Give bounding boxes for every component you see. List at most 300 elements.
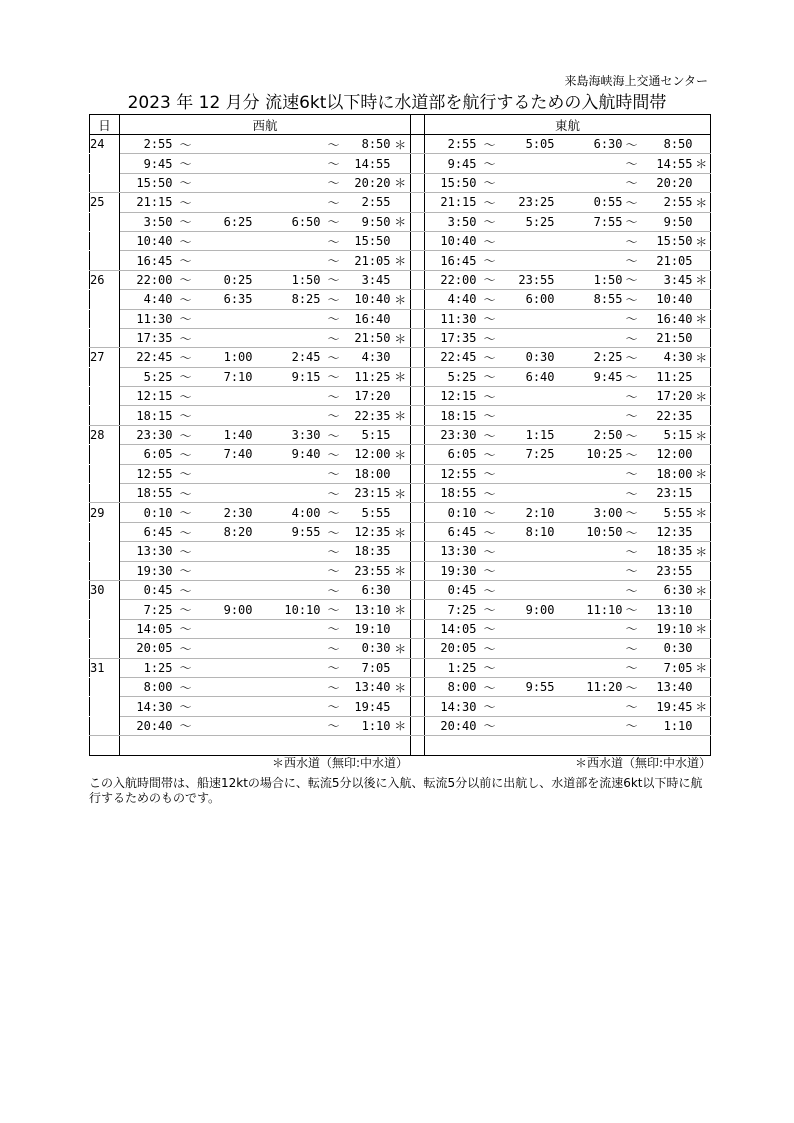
tilde: 〜 (321, 639, 347, 658)
w-start-time: 3:50 (120, 212, 173, 231)
w-extra-time-1 (199, 251, 253, 270)
column-separator (411, 387, 425, 406)
column-separator (411, 522, 425, 541)
w-extra-time-1 (199, 154, 253, 173)
tilde: 〜 (477, 212, 503, 231)
w-end-time: 16:40 (347, 309, 391, 328)
column-separator (411, 193, 425, 212)
tilde: 〜 (173, 542, 199, 561)
w-extra-time-2 (253, 561, 321, 580)
e-extra-time-2 (555, 328, 623, 347)
day-cell (90, 522, 120, 541)
table-row (90, 328, 711, 347)
tilde: 〜 (477, 309, 503, 328)
e-west-channel-mark: ＊ (693, 503, 711, 522)
w-end-time: 6:30 (347, 580, 391, 599)
w-extra-time-1 (199, 387, 253, 406)
e-end-time: 14:55 (641, 154, 693, 173)
e-start-time: 6:45 (425, 522, 477, 541)
e-extra-time-2 (555, 542, 623, 561)
tilde: 〜 (173, 445, 199, 464)
e-end-time: 18:35 (641, 542, 693, 561)
e-extra-time-2: 1:50 (555, 270, 623, 289)
e-extra-time-1: 6:00 (503, 290, 555, 309)
page-title: 2023 年 12 月分 流速6kt以下時に水道部を航行するための入航時間帯 (127, 93, 667, 113)
tilde: 〜 (173, 406, 199, 425)
e-west-channel-mark (693, 677, 711, 696)
e-west-channel-mark (693, 600, 711, 619)
tilde: 〜 (477, 503, 503, 522)
e-extra-time-1 (503, 697, 555, 716)
e-extra-time-2: 7:55 (555, 212, 623, 231)
tilde: 〜 (623, 658, 641, 677)
legend-west: ＊西水道（無印:中水道） (272, 756, 409, 770)
day-cell (90, 561, 120, 580)
table-row (90, 425, 711, 444)
day-cell (90, 154, 120, 173)
e-extra-time-1 (503, 580, 555, 599)
day-cell: 28 (90, 425, 120, 444)
w-extra-time-2 (253, 484, 321, 503)
e-extra-time-2: 9:45 (555, 367, 623, 386)
e-extra-time-2 (555, 173, 623, 192)
e-west-channel-mark: ＊ (693, 580, 711, 599)
w-start-time: 14:30 (120, 697, 173, 716)
column-separator (411, 406, 425, 425)
e-extra-time-1 (503, 173, 555, 192)
column-separator (411, 619, 425, 638)
tilde: 〜 (321, 290, 347, 309)
tilde: 〜 (321, 464, 347, 483)
e-start-time: 0:10 (425, 503, 477, 522)
day-cell (90, 251, 120, 270)
e-extra-time-2: 0:55 (555, 193, 623, 212)
table-row (90, 173, 711, 192)
tilde: 〜 (173, 600, 199, 619)
e-west-channel-mark (693, 135, 711, 154)
table-row (90, 658, 711, 677)
e-extra-time-1: 2:10 (503, 503, 555, 522)
e-extra-time-1: 9:00 (503, 600, 555, 619)
w-extra-time-2 (253, 154, 321, 173)
table-row (90, 522, 711, 541)
w-extra-time-2: 9:40 (253, 445, 321, 464)
tilde: 〜 (477, 445, 503, 464)
tilde: 〜 (623, 484, 641, 503)
e-extra-time-2: 2:50 (555, 425, 623, 444)
w-end-time: 4:30 (347, 348, 391, 367)
e-west-channel-mark (693, 367, 711, 386)
tilde: 〜 (321, 406, 347, 425)
e-west-channel-mark (693, 173, 711, 192)
tilde: 〜 (321, 542, 347, 561)
w-start-time: 11:30 (120, 309, 173, 328)
w-west-channel-mark (391, 464, 411, 483)
e-west-channel-mark: ＊ (693, 387, 711, 406)
w-extra-time-2 (253, 464, 321, 483)
w-west-channel-mark: ＊ (391, 406, 411, 425)
e-end-time: 0:30 (641, 639, 693, 658)
column-separator (411, 231, 425, 250)
day-cell: 29 (90, 503, 120, 522)
e-end-time: 7:05 (641, 658, 693, 677)
tilde: 〜 (477, 600, 503, 619)
e-end-time: 13:40 (641, 677, 693, 696)
e-extra-time-1: 0:30 (503, 348, 555, 367)
w-west-channel-mark (391, 231, 411, 250)
table-row (90, 619, 711, 638)
w-start-time: 6:05 (120, 445, 173, 464)
tilde: 〜 (477, 270, 503, 289)
e-start-time: 1:25 (425, 658, 477, 677)
day-cell (90, 639, 120, 658)
w-west-channel-mark (391, 580, 411, 599)
table-row (90, 135, 711, 154)
e-extra-time-1 (503, 328, 555, 347)
w-west-channel-mark (391, 542, 411, 561)
w-end-time: 9:50 (347, 212, 391, 231)
day-cell: 27 (90, 348, 120, 367)
tilde: 〜 (477, 542, 503, 561)
w-start-time: 17:35 (120, 328, 173, 347)
e-west-channel-mark: ＊ (693, 697, 711, 716)
e-west-channel-mark: ＊ (693, 154, 711, 173)
w-extra-time-1 (199, 542, 253, 561)
column-separator (411, 580, 425, 599)
tilde: 〜 (477, 251, 503, 270)
e-west-channel-mark: ＊ (693, 309, 711, 328)
timetable-body (90, 135, 711, 756)
table-row (90, 193, 711, 212)
column-separator (411, 677, 425, 696)
w-extra-time-2: 1:50 (253, 270, 321, 289)
e-west-channel-mark (693, 561, 711, 580)
tilde: 〜 (477, 677, 503, 696)
tilde: 〜 (623, 600, 641, 619)
w-extra-time-1 (199, 484, 253, 503)
e-start-time: 5:25 (425, 367, 477, 386)
e-extra-time-1: 23:55 (503, 270, 555, 289)
e-extra-time-2 (555, 580, 623, 599)
e-start-time: 20:05 (425, 639, 477, 658)
day-cell (90, 600, 120, 619)
w-extra-time-1 (199, 173, 253, 192)
e-start-time: 0:45 (425, 580, 477, 599)
day-cell (90, 464, 120, 483)
column-separator (411, 348, 425, 367)
e-west-channel-mark (693, 484, 711, 503)
e-west-channel-mark: ＊ (693, 619, 711, 638)
w-extra-time-1: 2:30 (199, 503, 253, 522)
w-end-time: 23:15 (347, 484, 391, 503)
e-extra-time-1: 6:40 (503, 367, 555, 386)
column-separator (411, 309, 425, 328)
w-start-time: 0:45 (120, 580, 173, 599)
w-start-time: 9:45 (120, 154, 173, 173)
w-end-time: 21:05 (347, 251, 391, 270)
tilde: 〜 (173, 522, 199, 541)
w-start-time: 4:40 (120, 290, 173, 309)
e-extra-time-2: 6:30 (555, 135, 623, 154)
tilde: 〜 (321, 600, 347, 619)
w-west-channel-mark (391, 348, 411, 367)
e-extra-time-1 (503, 309, 555, 328)
w-extra-time-2 (253, 251, 321, 270)
tilde: 〜 (623, 212, 641, 231)
w-extra-time-2 (253, 193, 321, 212)
day-cell (90, 677, 120, 696)
e-end-time: 19:45 (641, 697, 693, 716)
w-extra-time-2 (253, 406, 321, 425)
w-extra-time-2: 10:10 (253, 600, 321, 619)
w-west-channel-mark (391, 309, 411, 328)
w-end-time: 15:50 (347, 231, 391, 250)
w-start-time: 22:45 (120, 348, 173, 367)
e-start-time: 7:25 (425, 600, 477, 619)
column-separator (411, 290, 425, 309)
e-west-channel-mark (693, 212, 711, 231)
tilde: 〜 (477, 561, 503, 580)
timetable (89, 114, 711, 756)
w-start-time: 6:45 (120, 522, 173, 541)
w-end-time: 17:20 (347, 387, 391, 406)
column-separator (411, 658, 425, 677)
table-row (90, 484, 711, 503)
tilde: 〜 (321, 193, 347, 212)
w-extra-time-1 (199, 677, 253, 696)
tilde: 〜 (623, 445, 641, 464)
tilde: 〜 (321, 658, 347, 677)
e-end-time: 21:05 (641, 251, 693, 270)
tilde: 〜 (477, 697, 503, 716)
e-west-channel-mark (693, 716, 711, 735)
w-end-time: 18:00 (347, 464, 391, 483)
header-west: 西航 (120, 115, 411, 135)
w-extra-time-1 (199, 135, 253, 154)
tilde: 〜 (477, 639, 503, 658)
column-separator (411, 484, 425, 503)
tilde: 〜 (173, 348, 199, 367)
w-extra-time-1 (199, 309, 253, 328)
e-extra-time-1: 8:10 (503, 522, 555, 541)
tilde: 〜 (173, 658, 199, 677)
w-end-time: 12:00 (347, 445, 391, 464)
e-west-channel-mark: ＊ (693, 425, 711, 444)
e-end-time: 4:30 (641, 348, 693, 367)
tilde: 〜 (173, 367, 199, 386)
tilde: 〜 (477, 619, 503, 638)
table-row (90, 348, 711, 367)
w-extra-time-1: 6:35 (199, 290, 253, 309)
e-extra-time-1: 1:15 (503, 425, 555, 444)
e-end-time: 21:50 (641, 328, 693, 347)
day-cell (90, 173, 120, 192)
day-cell: 26 (90, 270, 120, 289)
tilde: 〜 (321, 367, 347, 386)
w-end-time: 11:25 (347, 367, 391, 386)
tilde: 〜 (623, 522, 641, 541)
w-extra-time-1 (199, 561, 253, 580)
e-start-time: 4:40 (425, 290, 477, 309)
w-end-time: 10:40 (347, 290, 391, 309)
tilde: 〜 (623, 580, 641, 599)
e-end-time: 20:20 (641, 173, 693, 192)
tilde: 〜 (321, 677, 347, 696)
e-extra-time-1 (503, 464, 555, 483)
w-extra-time-1 (199, 619, 253, 638)
day-cell (90, 231, 120, 250)
e-extra-time-1 (503, 639, 555, 658)
tilde: 〜 (173, 193, 199, 212)
tilde: 〜 (623, 328, 641, 347)
tilde: 〜 (477, 580, 503, 599)
e-extra-time-2: 10:25 (555, 445, 623, 464)
w-extra-time-1: 1:00 (199, 348, 253, 367)
e-start-time: 17:35 (425, 328, 477, 347)
w-extra-time-1 (199, 406, 253, 425)
w-end-time: 19:10 (347, 619, 391, 638)
w-extra-time-2 (253, 639, 321, 658)
table-row (90, 309, 711, 328)
day-cell (90, 445, 120, 464)
w-start-time: 16:45 (120, 251, 173, 270)
w-west-channel-mark: ＊ (391, 135, 411, 154)
w-extra-time-1 (199, 658, 253, 677)
tilde: 〜 (321, 619, 347, 638)
e-start-time: 15:50 (425, 173, 477, 192)
w-extra-time-2: 4:00 (253, 503, 321, 522)
w-west-channel-mark (391, 658, 411, 677)
tilde: 〜 (477, 173, 503, 192)
w-extra-time-2 (253, 619, 321, 638)
w-west-channel-mark: ＊ (391, 251, 411, 270)
tilde: 〜 (321, 484, 347, 503)
w-west-channel-mark: ＊ (391, 367, 411, 386)
header-day: 日 (90, 115, 120, 135)
w-west-channel-mark: ＊ (391, 677, 411, 696)
w-west-channel-mark: ＊ (391, 212, 411, 231)
column-separator (411, 425, 425, 444)
column-separator (411, 445, 425, 464)
w-end-time: 5:55 (347, 503, 391, 522)
organization-name: 来島海峡海上交通センター (564, 74, 708, 88)
w-west-channel-mark: ＊ (391, 639, 411, 658)
w-west-channel-mark: ＊ (391, 600, 411, 619)
e-west-channel-mark: ＊ (693, 348, 711, 367)
e-west-channel-mark (693, 406, 711, 425)
tilde: 〜 (321, 503, 347, 522)
e-end-time: 3:45 (641, 270, 693, 289)
column-separator (411, 561, 425, 580)
table-row (90, 697, 711, 716)
w-west-channel-mark (391, 503, 411, 522)
e-extra-time-1: 5:05 (503, 135, 555, 154)
w-start-time: 13:30 (120, 542, 173, 561)
w-start-time: 15:50 (120, 173, 173, 192)
tilde: 〜 (321, 154, 347, 173)
w-west-channel-mark (391, 697, 411, 716)
e-extra-time-1 (503, 387, 555, 406)
tilde: 〜 (173, 135, 199, 154)
w-start-time: 18:15 (120, 406, 173, 425)
e-west-channel-mark: ＊ (693, 231, 711, 250)
w-extra-time-2 (253, 173, 321, 192)
w-end-time: 3:45 (347, 270, 391, 289)
w-end-time: 21:50 (347, 328, 391, 347)
w-extra-time-2 (253, 658, 321, 677)
e-extra-time-1 (503, 231, 555, 250)
tilde: 〜 (173, 425, 199, 444)
tilde: 〜 (477, 135, 503, 154)
tilde: 〜 (173, 716, 199, 735)
w-start-time: 20:40 (120, 716, 173, 735)
tilde: 〜 (173, 464, 199, 483)
e-extra-time-2 (555, 406, 623, 425)
tilde: 〜 (623, 542, 641, 561)
column-separator (411, 154, 425, 173)
day-cell: 30 (90, 580, 120, 599)
e-end-time: 16:40 (641, 309, 693, 328)
e-extra-time-2: 8:55 (555, 290, 623, 309)
e-end-time: 8:50 (641, 135, 693, 154)
e-extra-time-1 (503, 542, 555, 561)
tilde: 〜 (321, 387, 347, 406)
tilde: 〜 (173, 251, 199, 270)
w-extra-time-1: 7:40 (199, 445, 253, 464)
w-start-time: 12:15 (120, 387, 173, 406)
w-west-channel-mark (391, 387, 411, 406)
e-west-channel-mark: ＊ (693, 542, 711, 561)
tilde: 〜 (477, 193, 503, 212)
e-west-channel-mark (693, 251, 711, 270)
w-extra-time-2 (253, 135, 321, 154)
w-extra-time-2 (253, 580, 321, 599)
e-end-time: 9:50 (641, 212, 693, 231)
e-end-time: 19:10 (641, 619, 693, 638)
e-end-time: 5:55 (641, 503, 693, 522)
blank-row (90, 736, 711, 755)
tilde: 〜 (623, 406, 641, 425)
tilde: 〜 (173, 697, 199, 716)
e-start-time: 3:50 (425, 212, 477, 231)
w-end-time: 5:15 (347, 425, 391, 444)
w-end-time: 19:45 (347, 697, 391, 716)
tilde: 〜 (477, 406, 503, 425)
w-west-channel-mark: ＊ (391, 445, 411, 464)
tilde: 〜 (477, 658, 503, 677)
tilde: 〜 (173, 231, 199, 250)
w-extra-time-2 (253, 387, 321, 406)
e-end-time: 18:00 (641, 464, 693, 483)
w-end-time: 7:05 (347, 658, 391, 677)
tilde: 〜 (477, 367, 503, 386)
w-extra-time-1: 1:40 (199, 425, 253, 444)
w-start-time: 21:15 (120, 193, 173, 212)
w-start-time: 18:55 (120, 484, 173, 503)
tilde: 〜 (321, 251, 347, 270)
e-extra-time-1 (503, 619, 555, 638)
e-extra-time-1: 9:55 (503, 677, 555, 696)
w-extra-time-2 (253, 677, 321, 696)
tilde: 〜 (173, 173, 199, 192)
e-start-time: 10:40 (425, 231, 477, 250)
w-extra-time-1 (199, 716, 253, 735)
day-cell (90, 328, 120, 347)
column-separator (411, 697, 425, 716)
table-row (90, 639, 711, 658)
tilde: 〜 (173, 154, 199, 173)
tilde: 〜 (173, 290, 199, 309)
